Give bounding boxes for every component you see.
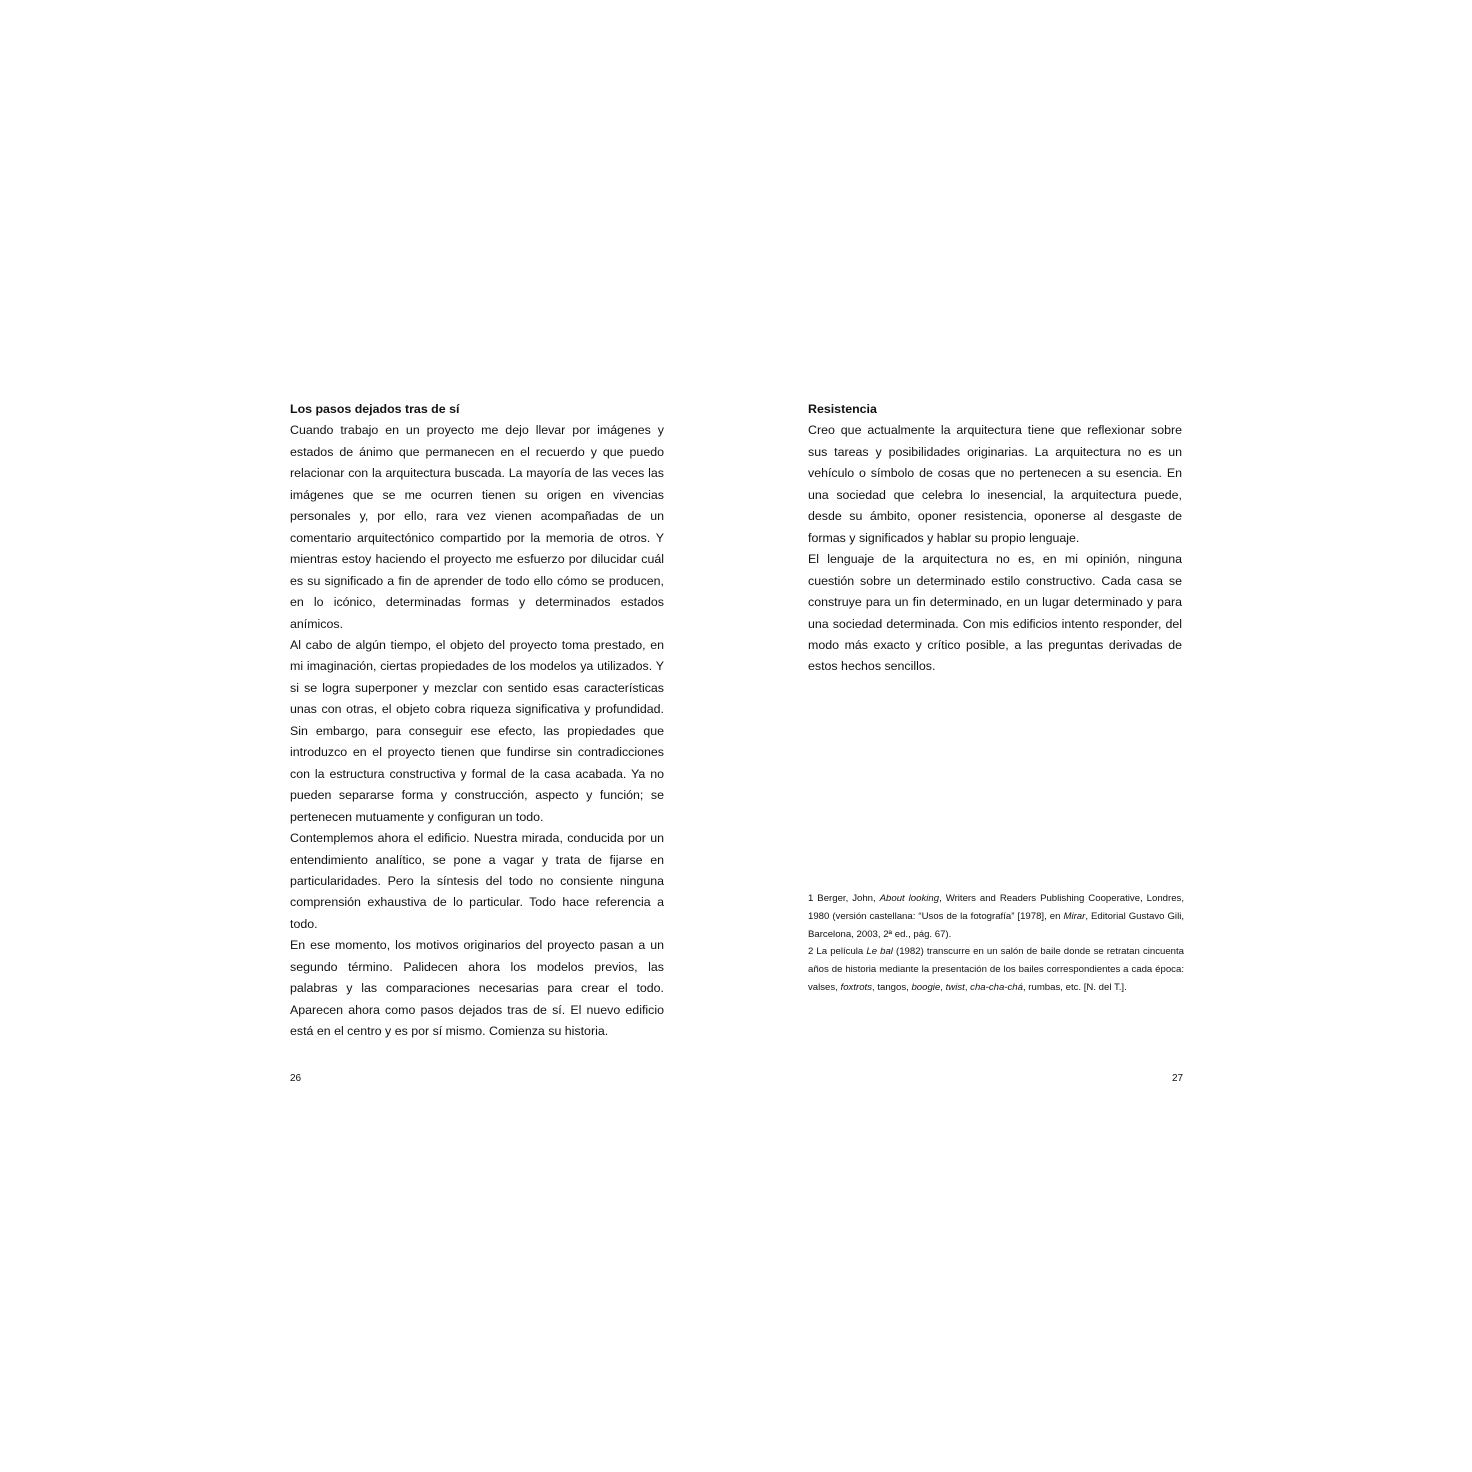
- page-number: 26: [290, 1073, 302, 1084]
- right-text-column: [808, 399, 1182, 678]
- paragraph: Al cabo de algún tiempo, el objeto del proyecto toma prestado, en mi imaginación, ciertas propiedades de los modelos ya utilizados. Y si se logra superponer y mezclar con sentido esas características unas con otras, el objeto cobra riqueza significativa y profundidad. Sin embargo, para conseguir ese efecto, las propiedades que introduzco en el proyecto tienen que fundirse sin contradicciones con la estructura constructiva y formal de la casa acabada. Ya no pueden separarse forma y construcción, aspecto y función; se pertenecen mutuamente y configuran un todo.: [290, 637, 664, 824]
- footnotes: [808, 890, 1184, 997]
- section-heading: Resistencia: [808, 402, 877, 416]
- paragraph: En ese momento, los motivos originarios del proyecto pasan a un segundo término. Palidecen ahora los modelos previos, las palabras y las comparaciones necesarias para crear el todo. Aparecen ahora como pasos dejados tras de sí. El nuevo edificio está en el centro y es por sí mismo. Comienza su historia.: [290, 938, 664, 1039]
- paragraph: Cuando trabajo en un proyecto me dejo llevar por imágenes y estados de ánimo que permanecen en el recuerdo y que puedo relacionar con la arquitectura buscada. La mayoría de las veces las imágenes que se me ocurren tienen su origen en vivencias personales y, por ello, rara vez vienen acompañadas de un comentario arquitectónico compartido por la memoria de otros. Y mientras estoy haciendo el proyecto me esfuerzo por dilucidar cuál es su significado a fin de aprender de todo ello cómo se producen, en lo icónico, determinadas formas y determinados estados anímicos.: [290, 423, 664, 631]
- paragraph: El lenguaje de la arquitectura no es, en mi opinión, ninguna cuestión sobre un determinado estilo constructivo. Cada casa se construye para un fin determinado, en un lugar determinado y para una sociedad determinada. Con mis edificios intento responder, del modo más exacto y crítico posible, a las preguntas derivadas de estos hechos sencillos.: [808, 552, 1182, 674]
- page-number: 27: [1172, 1073, 1184, 1084]
- footnote-2: 2 La película Le bal (1982) transcurre en un salón de baile donde se retratan cincuenta años de historia mediante la presentación de los bailes correspondientes a cada época: valses, foxtrots, tangos, boogie, twist, cha-cha-chá, rumbas, etc. [N. del T.].: [808, 946, 1185, 993]
- right-page: [736, 0, 1472, 1472]
- footnote-1: 1 Berger, John, About looking, Writers and Readers Publishing Cooperative, Londres, 1980 (versión castellana: “Usos de la fotografía” [1978], en Mirar, Editorial Gustavo Gili, Barcelona, 2003, 2ª ed., pág. 67).: [808, 893, 1184, 940]
- paragraph: Creo que actualmente la arquitectura tiene que reflexionar sobre sus tareas y posibilidades originarias. La arquitectura no es un vehículo o símbolo de cosas que no pertenecen a su esencia. En una sociedad que celebra lo inesencial, la arquitectura puede, desde su ámbito, oponer resistencia, oponerse al desgaste de formas y significados y hablar su propio lenguaje.: [808, 423, 1182, 545]
- section-heading: Los pasos dejados tras de sí: [290, 402, 460, 416]
- left-text-column: [290, 399, 664, 1043]
- paragraph: Contemplemos ahora el edificio. Nuestra mirada, conducida por un entendimiento analítico, se pone a vagar y trata de fijarse en particularidades. Pero la síntesis del todo no consiente ninguna comprensión exhaustiva de lo particular. Todo hace referencia a todo.: [290, 831, 664, 931]
